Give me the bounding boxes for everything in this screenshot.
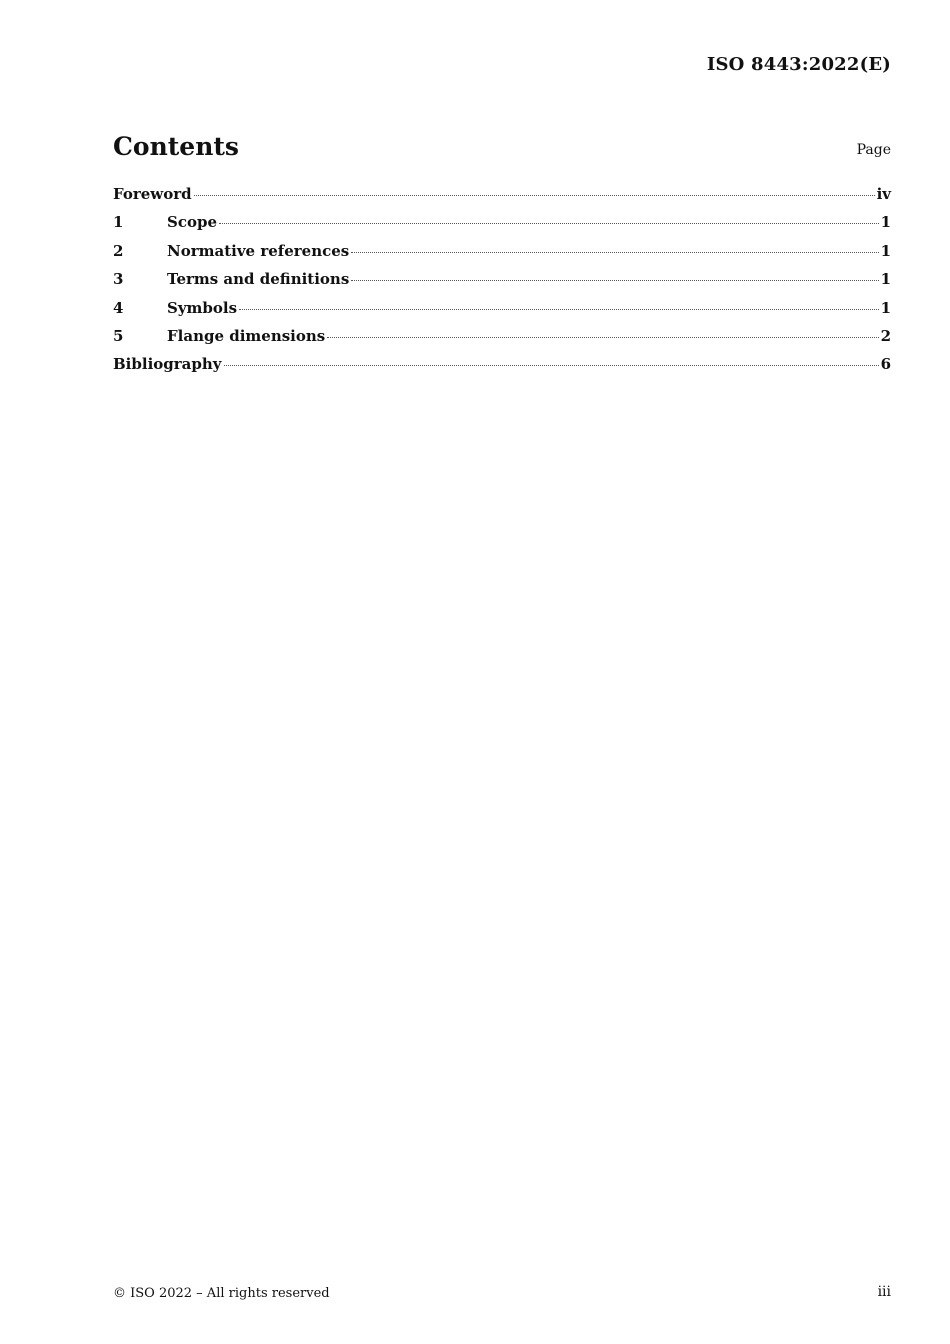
toc-dot-leader — [327, 337, 878, 338]
toc-entry-page: 1 — [880, 270, 891, 289]
toc-dot-leader — [351, 252, 878, 253]
toc-entry-title: Foreword — [113, 185, 192, 203]
toc-entry-number: 5 — [113, 326, 124, 345]
toc-entry-page: iv — [876, 185, 891, 203]
copyright-notice: © ISO 2022 – All rights reserved — [113, 1286, 330, 1301]
toc-dot-leader — [224, 365, 879, 366]
toc-entry-bibliography[interactable] — [113, 355, 891, 383]
document-id: ISO 8443:2022(E) — [706, 54, 891, 75]
toc-entry-title: Flange dimensions — [167, 326, 326, 345]
toc-entry-foreword[interactable] — [113, 185, 891, 213]
table-of-contents — [113, 185, 891, 384]
toc-entry-number: 3 — [113, 270, 124, 289]
toc-entry-page: 6 — [880, 355, 891, 374]
toc-dot-leader — [351, 280, 878, 281]
toc-entry-number: 4 — [113, 298, 124, 317]
page-number: iii — [877, 1284, 891, 1300]
toc-entry-page: 1 — [880, 298, 891, 317]
toc-entry-page: 2 — [880, 326, 891, 345]
toc-entry-title: Normative references — [167, 241, 350, 260]
toc-entry-normative-references[interactable] — [113, 242, 891, 270]
toc-dot-leader — [239, 309, 879, 310]
toc-entry-flange-dimensions[interactable] — [113, 327, 891, 355]
contents-title: Contents — [113, 132, 240, 161]
toc-entry-page: 1 — [880, 241, 891, 260]
toc-entry-title: Bibliography — [113, 355, 222, 374]
toc-entry-number: 1 — [113, 213, 124, 232]
page-column-label: Page — [856, 142, 891, 158]
toc-entry-page: 1 — [880, 213, 891, 232]
toc-entry-terms-and-definitions[interactable] — [113, 270, 891, 298]
toc-entry-scope[interactable] — [113, 213, 891, 241]
toc-entry-title: Symbols — [167, 298, 238, 317]
toc-entry-title: Terms and definitions — [167, 270, 350, 289]
toc-entry-symbols[interactable] — [113, 299, 891, 327]
toc-dot-leader — [194, 195, 875, 196]
toc-dot-leader — [219, 223, 879, 224]
toc-entry-number: 2 — [113, 241, 124, 260]
toc-entry-title: Scope — [167, 213, 218, 232]
